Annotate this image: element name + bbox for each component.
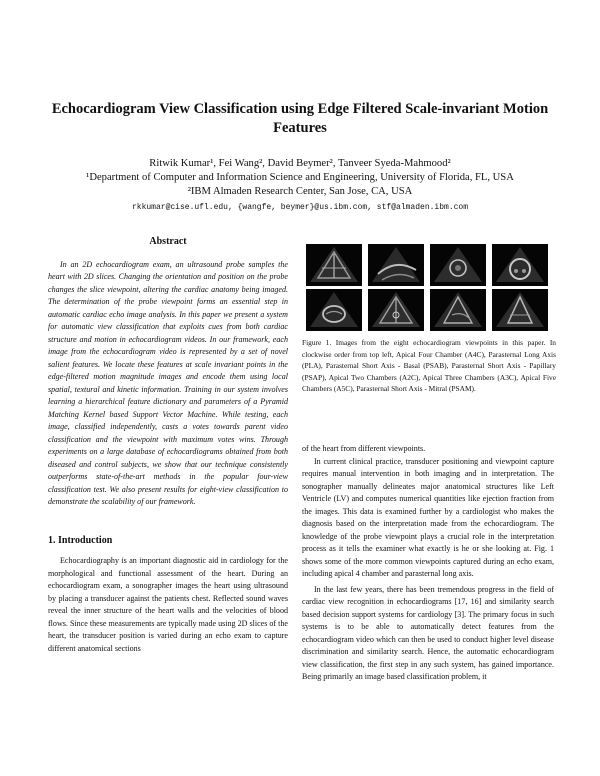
left-column <box>48 236 288 655</box>
figure-1-caption: Figure 1. Images from the eight echocardiogram viewpoints in this paper. In clockwise order from top left, Apical Four Chamber (A4C), Parasternal Long Axis (PLA), Parasternal Short Axis - Basal (PSAB), Parasternal Short Axis - Papillary (PSAP), Apical Two Chambers (A2C), Apical Three Chambers (A3C), Apical Five Chambers (A5C), Parasternal Short Axis - Mitral (PSAM). <box>302 338 556 393</box>
echo-thumbnail-psab <box>430 244 486 286</box>
introduction-paragraph: Echocardiography is an important diagnostic aid in cardiology for the morphological and functional assessment of the heart. During an echocardiogram exam, a sonographer images the heart using ultrasound by placing a transducer against the patients chest. Reflected sound waves reveal the inner structure of the heart walls and the velocities of blood flows. Since these measurements are typically made using 2D slices of the heart, the transducer position is varied during an echo exam to capture different anatomical sections <box>48 556 288 653</box>
echo-thumbnail-grid <box>306 244 558 331</box>
right-column <box>302 443 554 684</box>
echo-thumbnail-a5c <box>368 289 424 331</box>
abstract-heading: Abstract <box>149 236 187 247</box>
introduction-heading: 1. Introduction <box>48 534 113 546</box>
affiliation-1: ¹Department of Computer and Information Science and Engineering, University of Florida, FL, USA <box>86 172 514 183</box>
echo-thumbnail-psap <box>492 244 548 286</box>
echo-thumbnail-a2c <box>492 289 548 331</box>
right-paragraph-3: In the last few years, there has been tremendous progress in the field of cardiac view recognition in echocardiograms [17, 16] and similarity search based decision support systems for cardiology [3]. The primary focus in such systems is to be able to automatically detect features from the echocardiogram video which can then be used to conduct higher level disease discrimination and similarity search. Hence, the automatic echocardiogram view classification, the first step in any such system, has gained importance. Being primarily an image based classification problem, it <box>302 584 554 681</box>
echo-thumbnail-a3c <box>430 289 486 331</box>
figure-1 <box>300 244 558 331</box>
author-emails: rkkumar@cise.ufl.edu, {wangfe, beymer}@us.ibm.com, stf@almaden.ibm.com <box>131 203 469 212</box>
authors-line: Ritwik Kumar¹, Fei Wang², David Beymer², Tanveer Syeda-Mahmood² <box>149 158 451 169</box>
author-block <box>30 157 570 199</box>
affiliation-2: ²IBM Almaden Research Center, San Jose, CA, USA <box>187 186 413 197</box>
right-paragraph-2: In current clinical practice, transducer positioning and viewpoint capture requires manual intervention in both imaging and in interpretation. The sonographer manually delineates major anatomical structures like Left Ventricle (LV) and computes numerical quantities like ejection fraction from the images. This data is examined further by a cardiologist who makes the diagnosis based on the interpretation made from the echocardiogram. The knowledge of the probe viewpoint plays a crucial role in the interpretation process as it tells the examiner what exactly is he or she looking at. Fig. 1 shows some of the more common viewpoints captured during an echo exam, including apical 4 chamber and parasternal long axis. <box>302 456 554 578</box>
abstract-text: In an 2D echocardiogram exam, an ultrasound probe samples the heart with 2D slices. Changing the orientation and position on the probe changes the slice viewpoint, altering the cardiac anatomy being imaged. The determination of the probe viewpoint forms an essential step in automatic cardiac echo image analysis. In this paper we present a system for automatic view classification that exploits cues from both cardiac structure and motion in echocardiogram videos. In our framework, each image from the echocardiogram video is represented by a set of novel salient features. We locate these features at scale invariant points in the edge-filtered motion magnitude images and encode them using local spatial, textural and kinetic information. Training in our system involves learning a hierarchical feature dictionary and parameters of a Pyramid Matching Kernel based Support Vector Machine. While testing, each image, classified independently, casts a votes towards parent video classification and the viewpoint with maximum votes wins. Through experiments on a large database of echocardiograms obtained from both diseased and control subjects, we show that our technique consistently outperforms state-of-the-art methods in the popular four-view classification test. We also present results for eight-view classification to demonstrate the scalability of our framework. <box>48 259 288 506</box>
echo-thumbnail-psam <box>306 289 362 331</box>
right-paragraph-1: of the heart from different viewpoints. <box>302 444 426 453</box>
echo-thumbnail-a4c <box>306 244 362 286</box>
paper-title: Echocardiogram View Classification using Edge Filtered Scale-invariant Motion Features <box>51 101 549 136</box>
echo-thumbnail-pla <box>368 244 424 286</box>
